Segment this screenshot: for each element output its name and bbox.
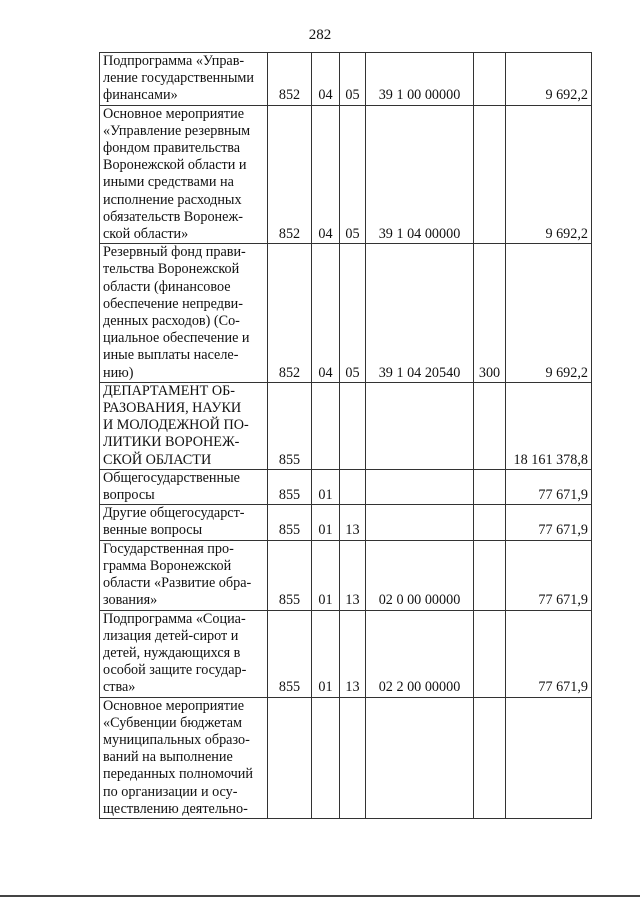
cell-name-line: РАЗОВАНИЯ, НАУКИ [103, 400, 242, 417]
cell-name [100, 382, 268, 469]
cell-name [100, 505, 268, 540]
cell-name-line: Общегосударственные [103, 469, 240, 486]
cell-grbs: 855 [268, 610, 312, 697]
cell-name-line: зования» [103, 592, 158, 609]
cell-name-line: грамма Воронежской [103, 557, 232, 574]
cell-name-line: ЛИТИКИ ВОРОНЕЖ- [103, 434, 240, 451]
cell-name-line: Другие общегосударст- [103, 505, 245, 522]
table-row [100, 540, 592, 610]
table-row [100, 53, 592, 106]
cell-name-line: лизация детей-сирот и [103, 627, 239, 644]
cell-name-line: муниципальных образо- [103, 731, 250, 748]
cell-section: 01 [312, 540, 340, 610]
cell-amount: 77 671,9 [506, 540, 592, 610]
cell-name-line: денных расходов) (Со- [103, 313, 240, 330]
cell-amount: 9 692,2 [506, 244, 592, 383]
cell-name-line: нию) [103, 364, 134, 381]
cell-name [100, 105, 268, 244]
cell-expense-type [474, 469, 506, 504]
cell-grbs: 852 [268, 105, 312, 244]
cell-name-line: фондом правительства [103, 140, 241, 157]
cell-expense-type [474, 610, 506, 697]
cell-amount: 9 692,2 [506, 53, 592, 106]
budget-table [99, 52, 592, 819]
cell-amount: 77 671,9 [506, 505, 592, 540]
cell-expense-type [474, 540, 506, 610]
cell-grbs: 852 [268, 53, 312, 106]
table-row [100, 610, 592, 697]
cell-subsection [340, 697, 366, 818]
cell-target-article [366, 382, 474, 469]
cell-target-article [366, 697, 474, 818]
cell-target-article: 39 1 04 00000 [366, 105, 474, 244]
cell-name-line: тельства Воронежской [103, 261, 240, 278]
cell-name-line: Резервный фонд прави- [103, 244, 246, 261]
table-row [100, 697, 592, 818]
cell-subsection: 13 [340, 610, 366, 697]
cell-expense-type [474, 697, 506, 818]
cell-name-line: Основное мероприятие [103, 105, 244, 122]
cell-grbs: 852 [268, 244, 312, 383]
page-bottom-edge [0, 895, 640, 897]
cell-name-line: Основное мероприятие [103, 697, 244, 714]
cell-name-line: циальное обеспечение и [103, 330, 250, 347]
cell-subsection [340, 469, 366, 504]
cell-section [312, 382, 340, 469]
cell-name-line: области «Развитие обра- [103, 575, 252, 592]
cell-name [100, 469, 268, 504]
cell-name-line: Подпрограмма «Социа- [103, 610, 246, 627]
cell-name-line: ДЕПАРТАМЕНТ ОБ- [103, 382, 235, 399]
table-body [100, 53, 592, 819]
cell-name-line: детей, нуждающихся в [103, 644, 241, 661]
cell-name-line: финансами» [103, 87, 178, 104]
cell-section: 04 [312, 244, 340, 383]
cell-section: 01 [312, 505, 340, 540]
cell-target-article [366, 505, 474, 540]
cell-section [312, 697, 340, 818]
cell-name-line: особой защите государ- [103, 662, 247, 679]
cell-subsection: 05 [340, 244, 366, 383]
cell-subsection [340, 382, 366, 469]
cell-name-line: обеспечение непредви- [103, 295, 243, 312]
cell-grbs: 855 [268, 382, 312, 469]
page-number: 282 [308, 27, 332, 43]
cell-name [100, 610, 268, 697]
cell-grbs [268, 697, 312, 818]
cell-target-article: 39 1 00 00000 [366, 53, 474, 106]
cell-name-line: «Управление резервным [103, 122, 251, 139]
cell-name-line: по организации и осу- [103, 783, 238, 800]
cell-section: 01 [312, 469, 340, 504]
cell-name-line: ства» [103, 679, 136, 696]
cell-name [100, 540, 268, 610]
cell-expense-type [474, 505, 506, 540]
cell-name [100, 53, 268, 106]
cell-name [100, 244, 268, 383]
cell-section: 01 [312, 610, 340, 697]
cell-grbs: 855 [268, 505, 312, 540]
cell-expense-type [474, 53, 506, 106]
cell-name-line: венные вопросы [103, 522, 203, 539]
cell-name-line: ление государственными [103, 70, 254, 87]
cell-name-line: Воронежской области и [103, 157, 247, 174]
cell-name-line: И МОЛОДЕЖНОЙ ПО- [103, 417, 249, 434]
table-row [100, 505, 592, 540]
cell-target-article: 02 0 00 00000 [366, 540, 474, 610]
cell-target-article [366, 469, 474, 504]
cell-name [100, 697, 268, 818]
cell-section: 04 [312, 53, 340, 106]
cell-name-line: иные выплаты населе- [103, 347, 239, 364]
cell-name-line: Подпрограмма «Управ- [103, 53, 245, 69]
cell-subsection: 05 [340, 105, 366, 244]
cell-subsection: 05 [340, 53, 366, 106]
cell-amount [506, 697, 592, 818]
cell-amount: 77 671,9 [506, 610, 592, 697]
cell-name-line: переданных полномочий [103, 766, 253, 783]
cell-name-line: ской области» [103, 226, 189, 243]
cell-name-line: иными средствами на [103, 174, 234, 191]
cell-amount: 9 692,2 [506, 105, 592, 244]
cell-name-line: ваний на выполнение [103, 749, 233, 766]
cell-name-line: обязательств Воронеж- [103, 208, 243, 225]
table-row [100, 382, 592, 469]
table-row [100, 244, 592, 383]
cell-section: 04 [312, 105, 340, 244]
table-row [100, 469, 592, 504]
cell-expense-type [474, 105, 506, 244]
cell-subsection: 13 [340, 505, 366, 540]
cell-name-line: вопросы [103, 487, 155, 504]
cell-subsection: 13 [340, 540, 366, 610]
cell-grbs: 855 [268, 469, 312, 504]
cell-name-line: ществлению деятельно- [103, 800, 248, 817]
cell-name-line: области (финансовое [103, 278, 231, 295]
cell-expense-type [474, 382, 506, 469]
cell-name-line: исполнение расходных [103, 191, 242, 208]
cell-amount: 77 671,9 [506, 469, 592, 504]
cell-grbs: 855 [268, 540, 312, 610]
table-row [100, 105, 592, 244]
cell-target-article: 39 1 04 20540 [366, 244, 474, 383]
cell-name-line: СКОЙ ОБЛАСТИ [103, 451, 212, 468]
cell-target-article: 02 2 00 00000 [366, 610, 474, 697]
cell-expense-type: 300 [474, 244, 506, 383]
cell-name-line: «Субвенции бюджетам [103, 714, 243, 731]
cell-name-line: Государственная про- [103, 540, 234, 557]
cell-amount: 18 161 378,8 [506, 382, 592, 469]
